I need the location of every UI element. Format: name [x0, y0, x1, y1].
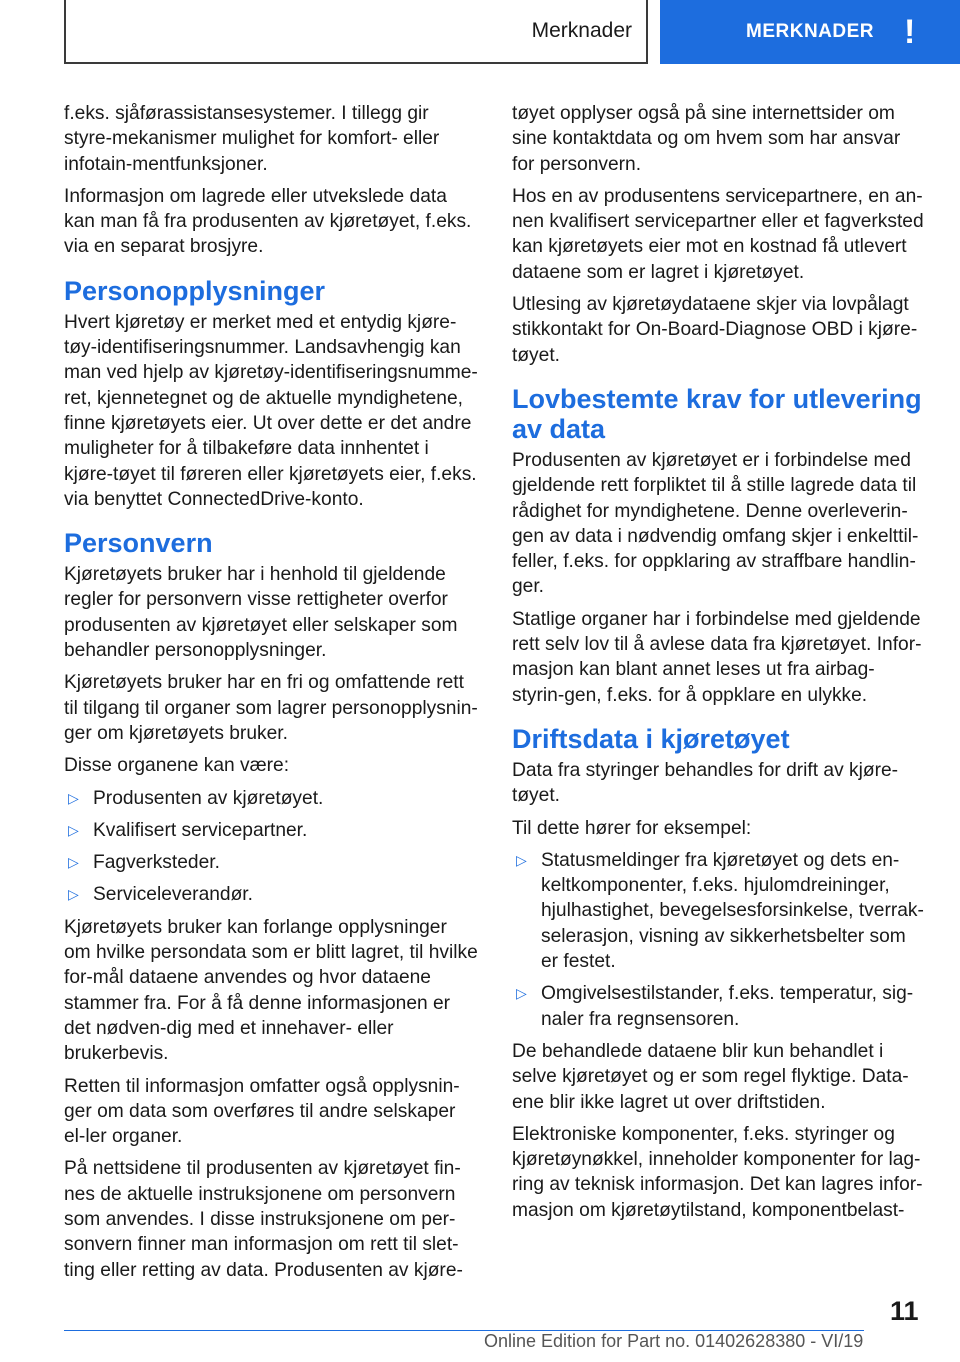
paragraph: Produsenten av kjøretøyet er i forbindelse med gjeldende rett forpliktet til å stille lagrede data til rådighet for myndighetene. Denne overleverin-gen av data i nødvendig omfang skjer i enkelttil-feller, f.eks. for oppklaring av straffbare handlin-ger.	[512, 449, 919, 598]
section-header	[64, 0, 648, 64]
heading-personopplysninger: Personopplysninger	[64, 275, 326, 306]
paragraph: Hvert kjøretøy er merket med et entydig kjøre-tøy-identifiseringsnummer. Landsavhengig kan man ved hjelp av kjøretøy-identifiseringsnumme-ret, kjennetegnet og de aktuelle myndighetene, finne kjøretøyets eier. Ut over dette er det andre muligheter for å tilbakeføre data innhentet i kjøre-tøyet til føreren eller kjøretøyets eier, f.eks. via benyttet ConnectedDrive-konto.	[64, 311, 478, 510]
triangle-bullet-icon: ▷	[68, 854, 79, 871]
heading-driftsdata: Driftsdata i kjøretøyet	[512, 723, 790, 754]
paragraph: Informasjon om lagrede eller utvekslede data kan man få fra produsenten av kjøretøyet, f.eks. via en separat brosjyre.	[64, 185, 472, 258]
list-item: ▷ Statusmeldinger fra kjøretøyet og dets en-keltkomponenter, f.eks. hjulomdreininger, hjulhastighet, bevegelsesforsinkelse, tverrak-selerasjon, visning av sikkerhetsbelter som er festet.	[516, 849, 924, 973]
paragraph: f.eks. sjåførassistansesystemer. I tillegg gir styre-mekanismer mulighet for komfort- eller infotain-mentfunksjoner.	[64, 103, 440, 175]
paragraph: Data fra styringer behandles for drift av kjøre-tøyet.	[512, 759, 899, 807]
triangle-bullet-icon: ▷	[68, 886, 79, 903]
list-item: ▷ Produsenten av kjøretøyet.	[64, 786, 478, 811]
right-column	[512, 101, 926, 1230]
edition-footer: Online Edition for Part no. 01402628380 - VI/19	[484, 1331, 864, 1351]
left-column	[64, 101, 478, 1290]
triangle-bullet-icon: ▷	[516, 985, 527, 1002]
paragraph: Kjøretøyets bruker har i henhold til gjeldende regler for personvern visse rettigheter overfor produsenten av kjøretøyet eller selskaper som behandler personopplysninger.	[64, 564, 458, 662]
list-item: ▷ Omgivelsestilstander, f.eks. temperatur, sig-naler fra regnsensoren.	[516, 983, 914, 1030]
paragraph: tøyet opplyser også på sine internettsider om sine kontaktdata og om hvem som har ansvar for personvern.	[512, 103, 901, 175]
paragraph: Statlige organer har i forbindelse med gjeldende rett selv lov til å avlese data fra kjøretøyet. Infor-masjon kan blant annet leses ut fra airbag-styrin-gen, f.eks. for å oppklare en ulykke.	[512, 608, 922, 706]
section-title: Merknader	[531, 19, 632, 42]
paragraph: På nettsidene til produsenten av kjøretøyet fin-nes de aktuelle instruksjonene om personvern som anvendes. I disse instruksjonene om per-sonvern finner man informasjon om rett til slet-ting eller retting av data. Produsenten av kjøre-	[64, 1158, 463, 1281]
paragraph: Elektroniske komponenter, f.eks. styringer og kjøretøynøkkel, inneholder komponenter for lag-ring av teknisk informasjon. Det kan lagres infor-masjon om kjøretøytilstand, komponentbelast-	[512, 1123, 923, 1221]
paragraph: Utlesing av kjøretøydataene skjer via lovpålagt stikkontakt for On-Board-Diagnose OBD i kjøre-tøyet.	[512, 294, 918, 366]
paragraph: Kjøretøyets bruker kan forlange opplysninger om hvilke persondata som er blitt lagret, til hvilke for-mål dataene anvendes og hvor dataene stammer fra. For å få denne informasjonen er det nødven-dig med et innehaver- eller brukerbevis.	[64, 916, 478, 1065]
exclamation-icon: !	[904, 13, 916, 51]
triangle-bullet-icon: ▷	[516, 851, 527, 868]
bullet-list	[512, 848, 926, 1032]
paragraph: Hos en av produsentens servicepartnere, en an-nen kvalifisert servicepartner eller et fagverksted kan kjøretøyets eier mot en kostnad få utlevert dataene som er lagret i kjøretøyet.	[512, 185, 924, 283]
triangle-bullet-icon: ▷	[68, 821, 79, 838]
chapter-tab	[660, 0, 960, 64]
list-item: ▷ Serviceleverandør.	[64, 882, 478, 907]
paragraph: Retten til informasjon omfatter også opplysnin-ger om data som overføres til andre selskaper el-ler organer.	[64, 1075, 460, 1148]
triangle-bullet-icon: ▷	[68, 789, 79, 806]
bullet-list	[64, 786, 478, 908]
paragraph: De behandlede dataene blir kun behandlet i selve kjøretøyet og er som regel flyktige. Data-ene blir ikke lagret ut over driftstiden.	[512, 1040, 909, 1113]
paragraph: Kjøretøyets bruker har en fri og omfattende rett til tilgang til organer som lagrer personopplysnin-ger om kjøretøyets bruker.	[64, 672, 478, 744]
list-item: ▷ Fagverksteder.	[64, 850, 478, 875]
chapter-title: MERKNADER	[746, 21, 874, 42]
paragraph: Disse organene kan være:	[64, 755, 290, 777]
paragraph: Til dette hører for eksempel:	[512, 817, 752, 839]
heading-lovbestemte-krav: Lovbestemte krav for utlevering av data	[512, 383, 922, 444]
page-number: 11	[890, 1296, 919, 1326]
list-item: ▷ Kvalifisert servicepartner.	[64, 818, 478, 843]
heading-personvern: Personvern	[64, 528, 213, 559]
